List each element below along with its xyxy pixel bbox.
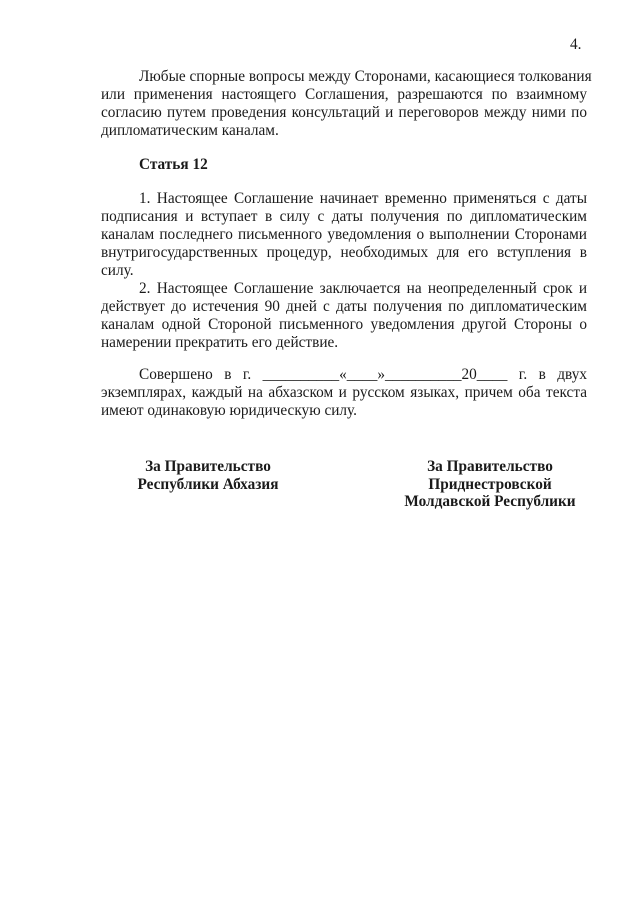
text-line: или применения настоящего Соглашения, разрешаются по взаимному	[101, 86, 587, 103]
signature-line: Молдавской Республики	[404, 493, 576, 510]
text-line: дипломатическим каналам.	[101, 122, 279, 139]
page-number: 4.	[570, 36, 582, 53]
text-line: имеют одинаковую юридическую силу.	[101, 402, 357, 419]
text-line: внутригосударственных процедур, необходимых для его вступления в	[101, 244, 587, 261]
signature-line: Приднестровской	[428, 475, 552, 493]
text-line: каналам последнего письменного уведомления о выполнении Сторонами	[101, 226, 587, 243]
signature-line: За Правительство	[145, 458, 271, 475]
text-line: 2. Настоящее Соглашение заключается на неопределенный срок и	[139, 280, 587, 297]
text-line: Совершено в г. __________«____»__________20____ г. в двух	[139, 366, 587, 383]
text-line: согласию путем проведения консультаций и переговоров между ними по	[101, 104, 587, 121]
text-line: каналам одной Стороной письменного уведомления другой Стороны о	[101, 316, 587, 333]
text-line: 1. Настоящее Соглашение начинает временно применяться с даты	[139, 190, 587, 207]
text-line: Любые спорные вопросы между Сторонами, касающиеся толкования	[139, 68, 592, 85]
text-line: силу.	[101, 262, 134, 279]
text-line: подписания и вступает в силу с даты получения по дипломатическим	[101, 208, 587, 225]
text-line: намерении прекратить его действие.	[101, 334, 339, 351]
signature-block-abkhazia	[118, 458, 298, 493]
text-line: действует до истечения 90 дней с даты получения по дипломатическим	[101, 298, 587, 315]
signature-line: Республики Абхазия	[137, 475, 279, 493]
text-line: экземплярах, каждый на абхазском и русском языках, причем оба текста	[101, 384, 587, 401]
signature-block-pmr	[395, 458, 585, 511]
article-heading: Статья 12	[139, 156, 208, 173]
signature-line: За Правительство	[427, 458, 553, 475]
